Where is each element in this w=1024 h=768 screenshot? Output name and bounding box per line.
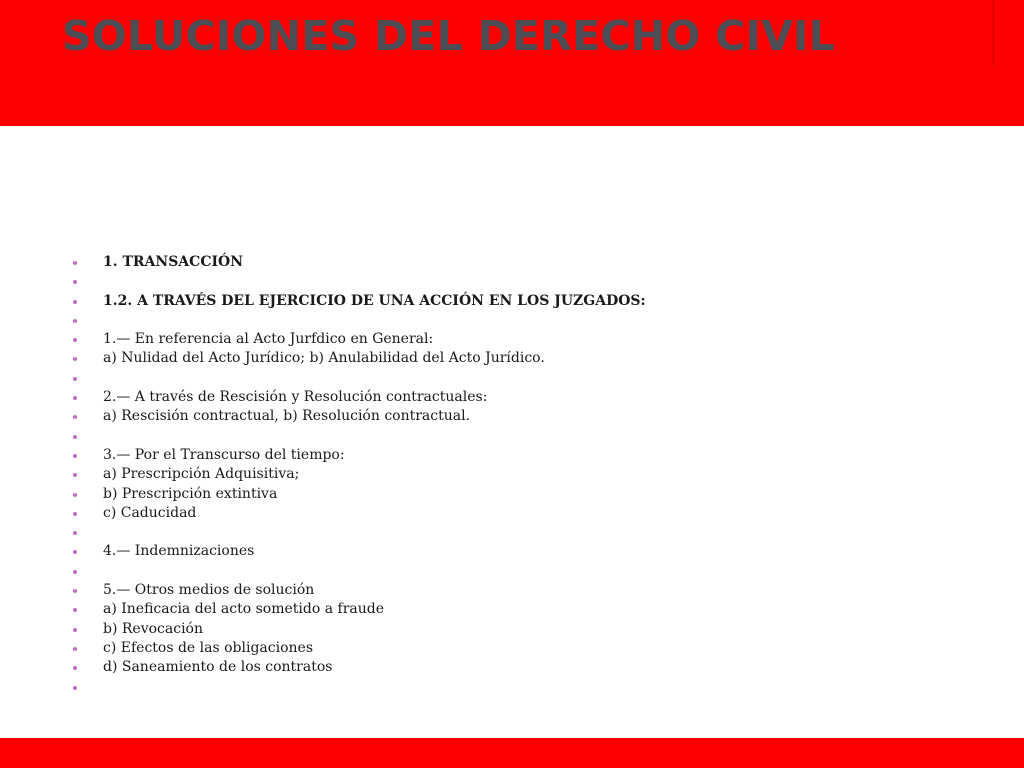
bullet-item: 3.— Por el Transcurso del tiempo: bbox=[66, 446, 966, 465]
footer-band bbox=[0, 738, 1024, 768]
bullet-item bbox=[66, 427, 966, 446]
bullet-list bbox=[66, 253, 966, 697]
bullet-item: c) Caducidad bbox=[66, 504, 966, 523]
title-band-divider bbox=[993, 0, 994, 66]
bullet-item: 4.— Indemnizaciones bbox=[66, 542, 966, 561]
bullet-item: 1.2. A TRAVÉS DEL EJERCICIO DE UNA ACCIÓN EN LOS JUZGADOS: bbox=[66, 292, 966, 311]
bullet-item: b) Prescripción extintiva bbox=[66, 485, 966, 504]
bullet-item: 5.— Otros medios de solución bbox=[66, 581, 966, 600]
bullet-item: 1.— En referencia al Acto Jurfdico en General: bbox=[66, 330, 966, 349]
slide-title: SOLUCIONES DEL DERECHO CIVIL bbox=[62, 12, 836, 60]
bullet-item bbox=[66, 523, 966, 542]
title-band bbox=[0, 0, 1024, 126]
bullet-item: d) Saneamiento de los contratos bbox=[66, 658, 966, 677]
bullet-item: a) Ineficacia del acto sometido a fraude bbox=[66, 600, 966, 619]
bullet-item bbox=[66, 272, 966, 291]
bullet-item: a) Rescisión contractual, b) Resolución contractual. bbox=[66, 407, 966, 426]
bullet-item: a) Prescripción Adquisitiva; bbox=[66, 465, 966, 484]
bullet-item: 1. TRANSACCIÓN bbox=[66, 253, 966, 272]
bullet-item: 2.— A través de Rescisión y Resolución contractuales: bbox=[66, 388, 966, 407]
bullet-item: a) Nulidad del Acto Jurídico; b) Anulabilidad del Acto Jurídico. bbox=[66, 349, 966, 368]
bullet-item: b) Revocación bbox=[66, 620, 966, 639]
bullet-item bbox=[66, 562, 966, 581]
bullet-item bbox=[66, 369, 966, 388]
bullet-item bbox=[66, 678, 966, 697]
bullet-item: c) Efectos de las obligaciones bbox=[66, 639, 966, 658]
bullet-item bbox=[66, 311, 966, 330]
